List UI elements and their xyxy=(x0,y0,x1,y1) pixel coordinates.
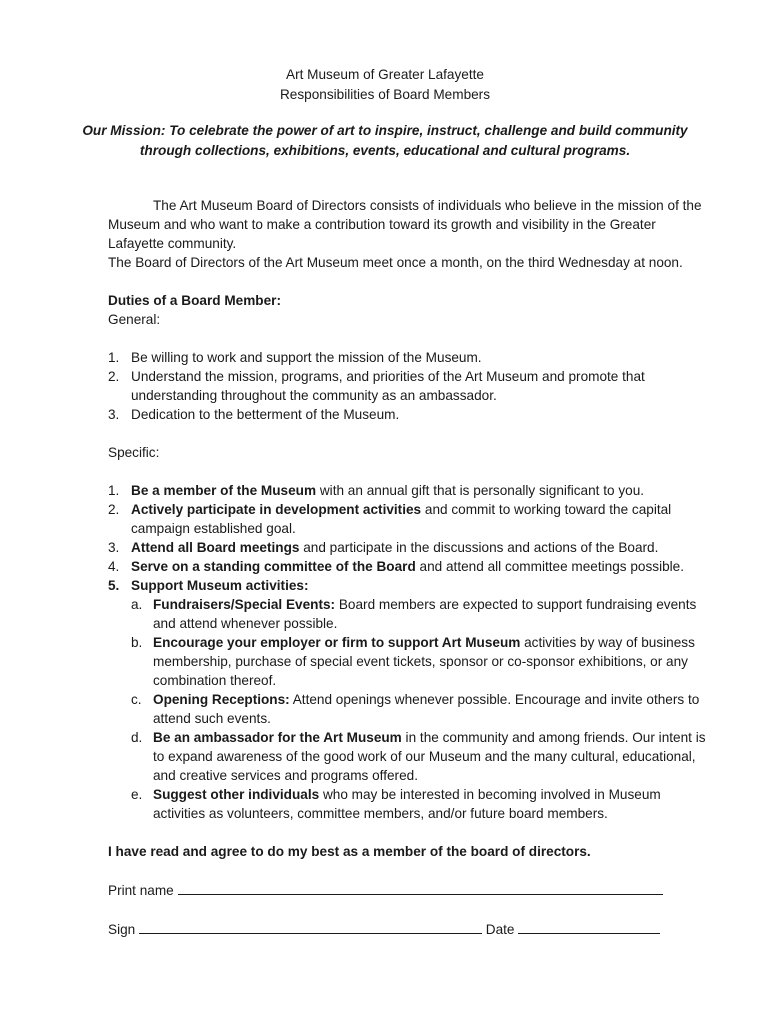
mission-statement xyxy=(0,121,770,161)
list-item: 3. Attend all Board meetings and participate in the discussions and actions of the Board. xyxy=(108,540,659,555)
document-body xyxy=(108,196,708,939)
specific-label: Specific: xyxy=(108,445,160,460)
signature-row xyxy=(108,919,708,939)
museum-activities-list xyxy=(108,595,708,823)
list-item: a. Fundraisers/Special Events: Board members are expected to support fundraising events and attend whenever possible. xyxy=(131,597,697,631)
list-item: 3. Dedication to the betterment of the Museum. xyxy=(108,407,400,422)
list-item: 2. Understand the mission, programs, and priorities of the Art Museum and promote that understanding throughout the community as an ambassador. xyxy=(108,369,645,403)
general-duties-list xyxy=(108,348,708,424)
document-title-block xyxy=(0,65,770,105)
agreement-statement: I have read and agree to do my best as a member of the board of directors. xyxy=(108,844,591,859)
list-item: 2. Actively participate in development activities and commit to working toward the capital campaign established goal. xyxy=(108,502,672,536)
duties-heading: Duties of a Board Member: xyxy=(108,293,281,308)
list-item: 5. Support Museum activities: xyxy=(108,578,309,593)
list-item: 1. Be willing to work and support the mission of the Museum. xyxy=(108,350,482,365)
org-name: Art Museum of Greater Lafayette xyxy=(286,67,484,82)
specific-duties-list xyxy=(108,481,708,595)
sign-label: Sign xyxy=(108,922,136,937)
signature-field[interactable] xyxy=(139,919,482,934)
document-subtitle: Responsibilities of Board Members xyxy=(279,87,491,102)
meeting-paragraph: The Board of Directors of the Art Museum meet once a month, on the third Wednesday at noon. xyxy=(108,255,683,270)
list-item: 4. Serve on a standing committee of the Board and attend all committee meetings possible. xyxy=(108,559,685,574)
mission-line-1: Our Mission: To celebrate the power of art to inspire, instruct, challenge and build community xyxy=(82,123,688,138)
list-item: e. Suggest other individuals who may be interested in becoming involved in Museum activities as volunteers, committee members, and/or future board members. xyxy=(131,787,661,821)
print-name-row xyxy=(108,880,708,900)
list-item: b. Encourage your employer or firm to support Art Museum activities by way of business membership, purchase of special event tickets, sponsor or co-sponsor exhibitions, or any combination thereof. xyxy=(131,635,695,688)
date-field[interactable] xyxy=(518,919,660,934)
print-name-field[interactable] xyxy=(178,880,663,895)
list-item: d. Be an ambassador for the Art Museum in the community and among friends. Our intent is to expand awareness of the good work of our Museum and the many cultural, educational, and creative services and programs offered. xyxy=(131,730,706,783)
list-item: 1. Be a member of the Museum with an annual gift that is personally significant to you. xyxy=(108,483,645,498)
intro-paragraph: The Art Museum Board of Directors consists of individuals who believe in the mission of the Museum and who want to make a contribution toward its growth and visibility in the Greater Lafayette community. xyxy=(108,198,702,251)
print-name-label: Print name xyxy=(108,883,174,898)
general-label: General: xyxy=(108,312,161,327)
mission-line-2: through collections, exhibitions, events, educational and cultural programs. xyxy=(139,143,631,158)
date-label: Date xyxy=(485,922,515,937)
list-item: c. Opening Receptions: Attend openings whenever possible. Encourage and invite others to attend such events. xyxy=(131,692,700,726)
